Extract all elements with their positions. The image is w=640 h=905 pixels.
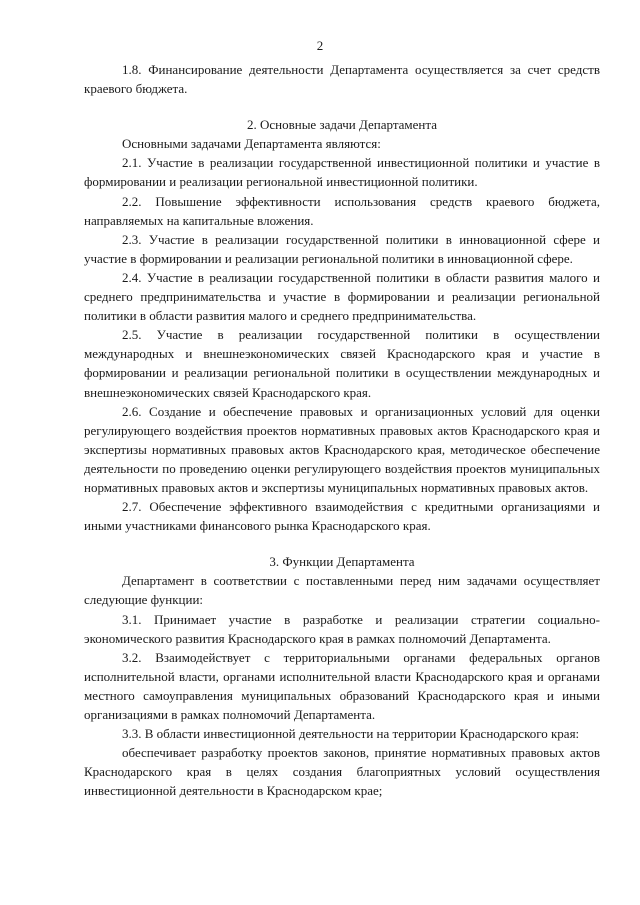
section-3-lead: Департамент в соответствии с поставленными перед ним задачами осуществляет следующие функции:	[84, 573, 600, 608]
intro-paragraph: 1.8. Финансирование деятельности Департамента осуществляется за счет средств краевого бюджета.	[84, 62, 600, 97]
item-2-4: 2.4. Участие в реализации государственной политики в области развития малого и среднего предпринимательства и участие в формировании и реализации региональной политики в области развития малого и среднего предпринимательства.	[84, 269, 600, 324]
item-2-2: 2.2. Повышение эффективности использования средств краевого бюджета, направляемых на капитальные вложения.	[84, 193, 600, 228]
item-3-1: 3.1. Принимает участие в разработке и реализации стратегии социально-экономического развития Краснодарского края в рамках полномочий Департамента.	[84, 611, 600, 646]
section-2-lead: Основными задачами Департамента являются:	[122, 136, 381, 152]
section-3-heading: 3. Функции Департамента	[269, 554, 415, 570]
item-2-3: 2.3. Участие в реализации государственной политики в инновационной сфере и участие в формировании и реализации региональной политики в инновационной сфере.	[84, 231, 600, 266]
item-3-3: 3.3. В области инвестиционной деятельности на территории Краснодарского края:	[122, 726, 580, 742]
page-content	[84, 60, 600, 800]
section-2-heading: 2. Основные задачи Департамента	[246, 117, 437, 133]
item-2-7: 2.7. Обеспечение эффективного взаимодействия с кредитными организациями и иными участниками финансового рынка Краснодарского края.	[84, 499, 600, 534]
item-2-1: 2.1. Участие в реализации государственной инвестиционной политики и участие в формировании и реализации региональной инвестиционной политики.	[84, 155, 600, 190]
item-3-3-paragraph: обеспечивает разработку проектов законов, принятие нормативных правовых актов Краснодарского края в целях создания благоприятных условий осуществления инвестиционной деятельности в Краснодарском крае;	[84, 745, 600, 799]
item-2-5: 2.5. Участие в реализации государственной политики в осуществлении международных и внешнеэкономических связей Краснодарского края и участие в формировании и реализации региональной политики в осуществлении международных и внешнеэкономических связей Краснодарского края.	[84, 327, 600, 400]
page-number: 2	[316, 38, 324, 53]
item-3-2: 3.2. Взаимодействует с территориальными органами федеральных органов исполнительной власти, органами исполнительной власти Краснодарского края и органами местного самоуправления муниципальных образований Краснодарского края и иными организациями в рамках полномочий Департамента.	[84, 649, 600, 722]
item-2-6: 2.6. Создание и обеспечение правовых и организационных условий для оценки регулирующего воздействия проектов нормативных правовых актов Краснодарского края и экспертизы нормативных правовых актов Краснодарского края, методическое обеспечение деятельности по проведению оценки регулирующего воздействия проектов муниципальных нормативных правовых актов и экспертизы муниципальных нормативных правовых актов.	[84, 403, 600, 495]
